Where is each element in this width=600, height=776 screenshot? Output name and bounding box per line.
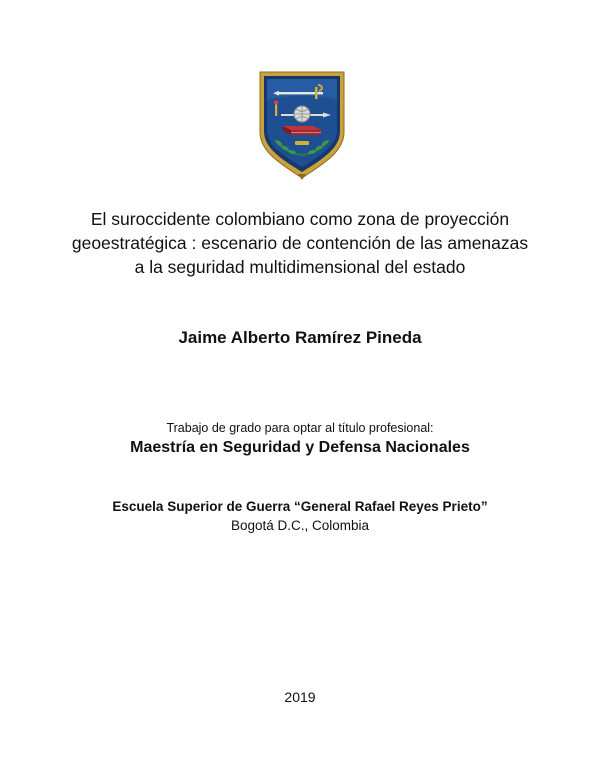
shield-crest-icon — [257, 70, 347, 180]
institution-name: Escuela Superior de Guerra “General Rafael Reyes Prieto” — [112, 499, 488, 514]
institution-crest-icon — [257, 70, 347, 180]
institution-city: Bogotá D.C., Colombia — [230, 518, 370, 533]
document-year: 2019 — [284, 689, 316, 705]
degree-name: Maestría en Seguridad y Defensa Nacionales — [130, 439, 470, 456]
author-name: Jaime Alberto Ramírez Pineda — [178, 328, 422, 347]
document-title: El suroccidente colombiano como zona de proyección geoestratégica : escenario de contención de las amenazas a la seguridad multidimensional del estado — [71, 209, 529, 277]
degree-intro-text: Trabajo de grado para optar al título profesional: — [166, 421, 434, 435]
